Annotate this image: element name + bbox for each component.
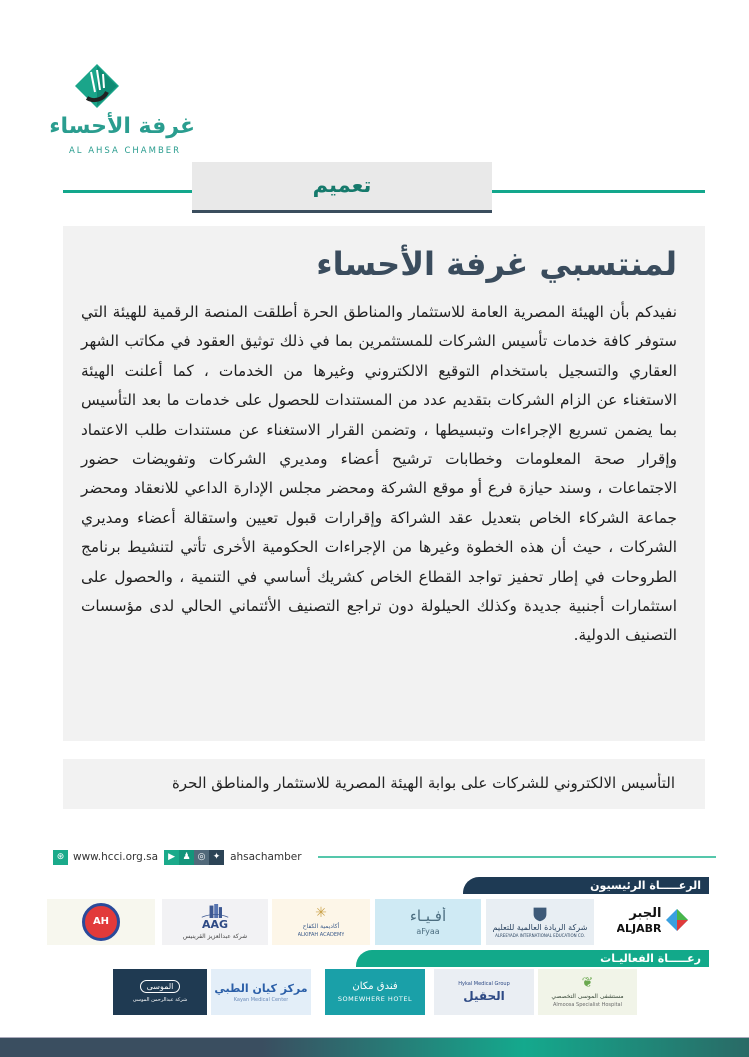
sponsor-logo-alhuqail (434, 969, 534, 1015)
sponsor-logo-afyaa (375, 899, 481, 945)
sponsor-sub: Hykal Medical Group (458, 981, 510, 987)
shield-icon (531, 906, 549, 922)
sponsor-sub: ALKIFAH ACADEMY (297, 932, 345, 938)
sponsor-name: أفـيـاء (409, 907, 447, 925)
sponsor-logo-alkifah (272, 899, 370, 945)
sponsor-logo-aag (162, 899, 268, 945)
sponsor-sub: شركة عبدالعزيز القرينيس (182, 932, 248, 940)
link-panel[interactable] (63, 759, 705, 809)
sponsor-logo-kayan-medical (211, 969, 311, 1015)
sponsor-logo-almoosa-co (113, 969, 207, 1015)
logo-english-name: AL AHSA CHAMBER (68, 146, 182, 156)
sponsor-logo-al-hussaini (47, 899, 155, 945)
title-divider-left (63, 190, 193, 193)
link-text[interactable]: التأسيس الالكتروني للشركات على بوابة الهيئة المصرية للاستثمار والمناطق الحرة (171, 774, 675, 792)
sponsor-logo-alreeyada (486, 899, 594, 945)
social-handle: ahsachamber (230, 851, 302, 863)
logo-arabic-name: غرفة الأحساء (49, 114, 195, 139)
contacts-divider (318, 856, 716, 858)
event-sponsors-header: رعـــــاة الفعاليـات (356, 950, 709, 967)
announcement-body: نفيدكم بأن الهيئة المصرية العامة للاستثمار والمناطق الحرة أطلقت المنصة الرقمية للهيئة التي ستوفر كافة خدمات تأسيس الشركات للمستثمرين بما في ذلك توثيق العقود في مكاتب الشهر العقاري والتسجيل باستخدام التوقيع الالكتروني وغيرها من الخدمات ، كما أعلنت الهيئة الاستغناء عن الزام الشركات بتقديم عدد من المستندات للحصول على خدمات ما بعد التأسيس بما يضمن تسريع الإجراءات وتبسيطها ، وتضمن القرار الاستغناء عن مستندات طلب الاعتماد وإقرار صحة المعلومات وخطابات ترشيح أعضاء ومديري الشركات وتفويضات حضور الاجتماعات ، وسند حيازة فرع أو موقع الشركة ومحضر مجلس الإدارة الداعي للانعقاد ومحضر جماعة الشركاء الخاص بتعديل عقد الشراكة وإقرارات قبول تعيين واستقالة أعضاء ومديري الشركات ، حيث أن هذه الخطوة وغيرها من الإجراءات الحكومية الأخرى تأتي لتنشيط برنامج الطروحات في إطار تحفيز تواجد القطاع الخاص كشريك أساسي في التنمية ، والحصول على استثمارات أجنبية جديدة وكذلك الحيلولة دون تراجع التصنيف الأئتماني الحالي لدى مؤسسات التصنيف الدولية. (81, 303, 677, 645)
bottom-gradient-band (0, 1037, 749, 1057)
building-icon (198, 904, 232, 918)
sponsor-name: مركز كيان الطبي (214, 981, 308, 995)
twitter-icon[interactable]: ✦ (209, 850, 224, 865)
sponsor-sub: Kayan Medical Center (233, 996, 289, 1003)
sponsor-name: الحقيل (463, 989, 505, 1003)
main-sponsors-header: الرعـــــاة الرئيسيون (463, 877, 709, 894)
sponsor-logo-almoosa-hospital (538, 969, 637, 1015)
page-title: تعميم (312, 173, 372, 197)
aljabr-cube-icon (665, 908, 689, 932)
al-ahsa-chamber-logo (49, 62, 195, 162)
youtube-icon[interactable]: ▶ (164, 850, 179, 865)
sponsor-name: مستشفى الموسى التخصصي (551, 993, 624, 1000)
sponsor-sub: شركة عبدالرحمن الموسى (132, 997, 188, 1003)
contact-bar (53, 847, 302, 867)
sponsor-sub: aFyaa (416, 927, 440, 936)
sponsor-name: الموسى (140, 980, 181, 993)
sponsor-name: شركة الريادة العالمية للتعليم (492, 922, 588, 932)
sponsor-name: AH (92, 916, 110, 927)
instagram-icon[interactable]: ◎ (194, 850, 209, 865)
sponsor-logo-aljabr (598, 897, 708, 943)
website-link[interactable]: www.hcci.org.sa (73, 851, 159, 863)
sponsor-sub: Almoosa Specialist Hospital (552, 1002, 623, 1008)
globe-icon: ⊛ (53, 850, 68, 865)
tree-icon: ❦ (581, 975, 594, 991)
alkifah-star-icon: ✳ (315, 905, 327, 921)
sponsor-sub: SOMEWHERE HOTEL (337, 995, 413, 1003)
title-divider-right (492, 190, 705, 193)
sponsor-sub: ALJABR (616, 921, 662, 935)
snapchat-icon[interactable]: ♟ (179, 850, 194, 865)
title-box (192, 162, 492, 213)
announcement-panel (63, 226, 705, 741)
announcement-heading: لمنتسبي غرفة الأحساء (316, 245, 677, 283)
sponsor-logo-somewhere-hotel (325, 969, 425, 1015)
sponsor-sub: ALREEYADA INTERNATIONAL EDUCATION CO. (495, 932, 585, 938)
sponsor-name: الجبر (629, 905, 662, 921)
sponsor-name: أكاديمية الكفاح (302, 923, 340, 930)
sponsor-name: AAG (201, 917, 229, 931)
sponsor-name: فندق مكان (352, 981, 398, 992)
chamber-emblem-icon (73, 62, 121, 110)
